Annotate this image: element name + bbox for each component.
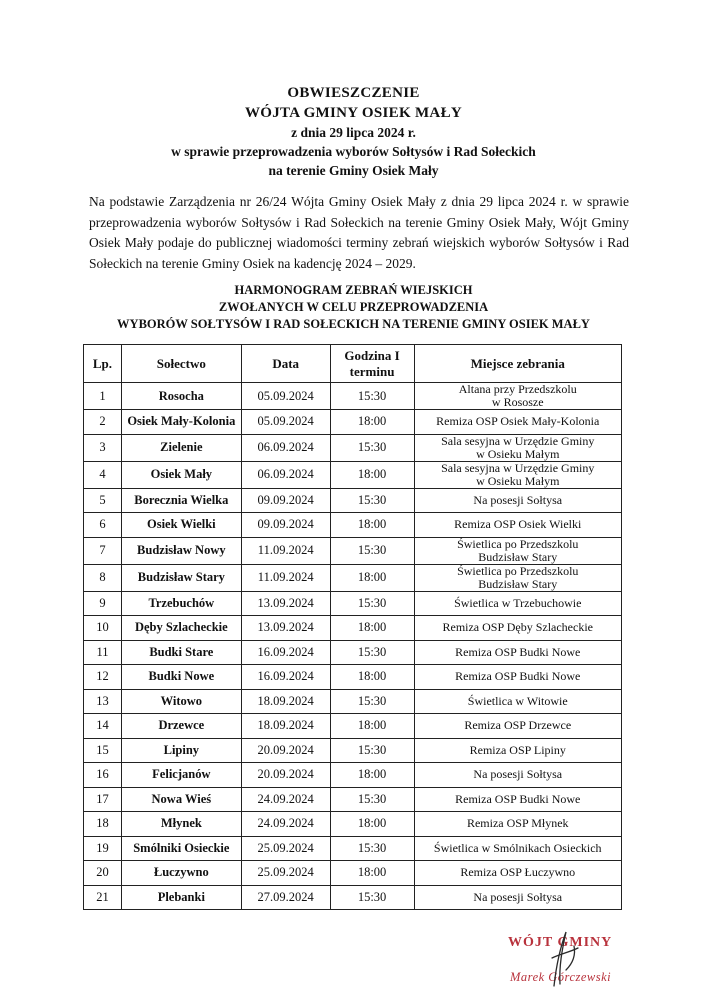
cell-lp: 3 bbox=[84, 434, 122, 461]
cell-miejsce bbox=[414, 616, 622, 641]
cell-miejsce bbox=[414, 787, 622, 812]
cell-lp: 13 bbox=[84, 689, 122, 714]
table-row bbox=[84, 537, 622, 564]
schedule-table bbox=[83, 344, 622, 910]
table-header-row bbox=[84, 345, 622, 383]
cell-godzina: 15:30 bbox=[330, 836, 414, 861]
cell-data: 09.09.2024 bbox=[241, 488, 330, 513]
cell-lp: 12 bbox=[84, 665, 122, 690]
cell-lp: 17 bbox=[84, 787, 122, 812]
cell-lp: 9 bbox=[84, 591, 122, 616]
cell-solectwo: Lipiny bbox=[121, 738, 241, 763]
cell-data: 06.09.2024 bbox=[241, 461, 330, 488]
cell-data: 20.09.2024 bbox=[241, 763, 330, 788]
cell-solectwo: Osiek Wielki bbox=[121, 513, 241, 538]
table-row bbox=[84, 513, 622, 538]
table-row bbox=[84, 787, 622, 812]
cell-miejsce bbox=[414, 488, 622, 513]
cell-solectwo: Osiek Mały-Kolonia bbox=[121, 410, 241, 435]
cell-miejsce-line-2: w Rososze bbox=[491, 395, 544, 409]
cell-godzina: 15:30 bbox=[330, 383, 414, 410]
table-row bbox=[84, 434, 622, 461]
notice-heading bbox=[0, 83, 707, 180]
cell-solectwo: Budzisław Nowy bbox=[121, 537, 241, 564]
cell-miejsce-line-1: Sala sesyjna w Urzędzie Gminy bbox=[441, 460, 595, 475]
stamp-title: WÓJT GMINY bbox=[508, 935, 613, 950]
table-row bbox=[84, 763, 622, 788]
cell-godzina: 18:00 bbox=[330, 513, 414, 538]
cell-miejsce-line-1: Remiza OSP Łuczywno bbox=[460, 865, 576, 880]
cell-data: 11.09.2024 bbox=[241, 564, 330, 591]
cell-miejsce-line-1: Świetlica w Trzebuchowie bbox=[454, 595, 582, 610]
cell-godzina: 18:00 bbox=[330, 763, 414, 788]
cell-lp: 10 bbox=[84, 616, 122, 641]
header-miejsce: Miejsce zebrania bbox=[414, 345, 622, 383]
cell-lp: 6 bbox=[84, 513, 122, 538]
cell-miejsce-line-1: Świetlica po Przedszkolu bbox=[457, 536, 579, 551]
cell-lp: 5 bbox=[84, 488, 122, 513]
cell-solectwo: Plebanki bbox=[121, 885, 241, 910]
table-row bbox=[84, 410, 622, 435]
cell-miejsce bbox=[414, 689, 622, 714]
cell-data: 11.09.2024 bbox=[241, 537, 330, 564]
cell-godzina: 15:30 bbox=[330, 787, 414, 812]
table-row bbox=[84, 738, 622, 763]
heading-line-3: z dnia 29 lipca 2024 r. bbox=[291, 125, 416, 140]
cell-lp: 21 bbox=[84, 885, 122, 910]
cell-godzina: 18:00 bbox=[330, 861, 414, 886]
cell-miejsce bbox=[414, 383, 622, 410]
cell-miejsce bbox=[414, 836, 622, 861]
cell-miejsce bbox=[414, 591, 622, 616]
cell-lp: 4 bbox=[84, 461, 122, 488]
cell-miejsce bbox=[414, 665, 622, 690]
cell-miejsce-line-2: w Osieku Małym bbox=[476, 473, 560, 488]
cell-miejsce bbox=[414, 537, 622, 564]
cell-data: 27.09.2024 bbox=[241, 885, 330, 910]
cell-godzina: 15:30 bbox=[330, 537, 414, 564]
heading-line-5: na terenie Gminy Osiek Mały bbox=[268, 163, 439, 178]
header-solectwo: Sołectwo bbox=[121, 345, 241, 383]
cell-miejsce-line-1: Na posesji Sołtysa bbox=[473, 767, 563, 782]
cell-miejsce-line-1: Remiza OSP Budki Nowe bbox=[455, 669, 581, 684]
cell-miejsce-line-1: Na posesji Sołtysa bbox=[473, 492, 563, 507]
cell-data: 18.09.2024 bbox=[241, 689, 330, 714]
header-godzina-line-2: terminu bbox=[349, 363, 395, 379]
cell-miejsce bbox=[414, 738, 622, 763]
table-row bbox=[84, 836, 622, 861]
cell-godzina: 18:00 bbox=[330, 461, 414, 488]
header-godzina-line-1: Godzina I bbox=[344, 347, 400, 363]
cell-solectwo: Drzewce bbox=[121, 714, 241, 739]
cell-lp: 19 bbox=[84, 836, 122, 861]
cell-miejsce bbox=[414, 513, 622, 538]
cell-miejsce bbox=[414, 410, 622, 435]
cell-solectwo: Budzisław Stary bbox=[121, 564, 241, 591]
cell-miejsce-line-1: Remiza OSP Drzewce bbox=[464, 718, 572, 733]
cell-solectwo: Felicjanów bbox=[121, 763, 241, 788]
cell-miejsce-line-1: Świetlica w Witowie bbox=[467, 693, 568, 708]
cell-lp: 18 bbox=[84, 812, 122, 837]
table-row bbox=[84, 616, 622, 641]
cell-solectwo: Dęby Szlacheckie bbox=[121, 616, 241, 641]
cell-miejsce-line-1: Remiza OSP Budki Nowe bbox=[455, 791, 581, 806]
cell-miejsce bbox=[414, 434, 622, 461]
cell-miejsce-line-1: Altana przy Przedszkolu bbox=[458, 382, 577, 396]
header-data: Data bbox=[241, 345, 330, 383]
cell-solectwo: Nowa Wieś bbox=[121, 787, 241, 812]
header-godzina bbox=[330, 345, 414, 383]
table-row bbox=[84, 564, 622, 591]
cell-godzina: 18:00 bbox=[330, 714, 414, 739]
cell-godzina: 15:30 bbox=[330, 488, 414, 513]
cell-miejsce-line-1: Remiza OSP Dęby Szlacheckie bbox=[442, 620, 593, 635]
cell-solectwo: Budki Nowe bbox=[121, 665, 241, 690]
schedule-heading-line-2: ZWOŁANYCH W CELU PRZEPROWADZENIA bbox=[218, 300, 489, 314]
cell-godzina: 15:30 bbox=[330, 689, 414, 714]
heading-line-2: WÓJTA GMINY OSIEK MAŁY bbox=[244, 105, 463, 121]
cell-miejsce bbox=[414, 714, 622, 739]
cell-miejsce-line-1: Na posesji Sołtysa bbox=[473, 889, 563, 904]
cell-data: 13.09.2024 bbox=[241, 591, 330, 616]
cell-solectwo: Smólniki Osieckie bbox=[121, 836, 241, 861]
cell-lp: 15 bbox=[84, 738, 122, 763]
cell-data: 05.09.2024 bbox=[241, 410, 330, 435]
cell-data: 16.09.2024 bbox=[241, 640, 330, 665]
table-row bbox=[84, 665, 622, 690]
cell-lp: 2 bbox=[84, 410, 122, 435]
cell-miejsce bbox=[414, 861, 622, 886]
table-row bbox=[84, 689, 622, 714]
cell-lp: 11 bbox=[84, 640, 122, 665]
cell-solectwo: Budki Stare bbox=[121, 640, 241, 665]
cell-godzina: 18:00 bbox=[330, 616, 414, 641]
table-row bbox=[84, 861, 622, 886]
cell-data: 25.09.2024 bbox=[241, 836, 330, 861]
cell-lp: 1 bbox=[84, 383, 122, 410]
cell-miejsce-line-1: Remiza OSP Osiek Mały-Kolonia bbox=[436, 414, 600, 429]
cell-data: 16.09.2024 bbox=[241, 665, 330, 690]
table-row bbox=[84, 488, 622, 513]
cell-solectwo: Witowo bbox=[121, 689, 241, 714]
cell-data: 18.09.2024 bbox=[241, 714, 330, 739]
cell-miejsce bbox=[414, 640, 622, 665]
cell-miejsce bbox=[414, 461, 622, 488]
cell-miejsce-line-1: Świetlica w Smólnikach Osieckich bbox=[433, 840, 602, 855]
cell-miejsce-line-2: Budzisław Stary bbox=[478, 549, 558, 564]
cell-miejsce-line-1: Remiza OSP Lipiny bbox=[469, 742, 566, 757]
cell-miejsce bbox=[414, 763, 622, 788]
cell-data: 24.09.2024 bbox=[241, 787, 330, 812]
cell-miejsce-line-1: Remiza OSP Osiek Wielki bbox=[454, 517, 582, 532]
schedule-heading bbox=[0, 282, 707, 333]
cell-miejsce-line-1: Remiza OSP Budki Nowe bbox=[455, 644, 581, 659]
stamp-name: Marek Górczewski bbox=[510, 970, 612, 984]
cell-godzina: 15:30 bbox=[330, 640, 414, 665]
cell-solectwo: Borecznia Wielka bbox=[121, 488, 241, 513]
cell-solectwo: Łuczywno bbox=[121, 861, 241, 886]
cell-data: 13.09.2024 bbox=[241, 616, 330, 641]
cell-miejsce-line-2: Budzisław Stary bbox=[478, 576, 558, 591]
table-row bbox=[84, 812, 622, 837]
table-row bbox=[84, 461, 622, 488]
heading-line-1: OBWIESZCZENIE bbox=[287, 85, 420, 101]
table-row bbox=[84, 591, 622, 616]
cell-godzina: 18:00 bbox=[330, 410, 414, 435]
table-row bbox=[84, 640, 622, 665]
cell-godzina: 18:00 bbox=[330, 665, 414, 690]
cell-godzina: 18:00 bbox=[330, 812, 414, 837]
cell-lp: 8 bbox=[84, 564, 122, 591]
cell-godzina: 15:30 bbox=[330, 885, 414, 910]
cell-data: 20.09.2024 bbox=[241, 738, 330, 763]
cell-lp: 20 bbox=[84, 861, 122, 886]
cell-godzina: 15:30 bbox=[330, 434, 414, 461]
cell-godzina: 18:00 bbox=[330, 564, 414, 591]
cell-miejsce-line-1: Remiza OSP Młynek bbox=[466, 816, 569, 831]
schedule-heading-line-1: HARMONOGRAM ZEBRAŃ WIEJSKICH bbox=[234, 283, 473, 297]
cell-solectwo: Zielenie bbox=[121, 434, 241, 461]
table-row bbox=[84, 714, 622, 739]
schedule-heading-line-3: WYBORÓW SOŁTYSÓW I RAD SOŁECKICH NA TERENIE GMINY OSIEK MAŁY bbox=[117, 317, 590, 331]
cell-miejsce bbox=[414, 885, 622, 910]
heading-line-4: w sprawie przeprowadzenia wyborów Sołtysów i Rad Sołeckich bbox=[171, 144, 536, 159]
table-row bbox=[84, 885, 622, 910]
cell-data: 25.09.2024 bbox=[241, 861, 330, 886]
cell-solectwo: Rosocha bbox=[121, 383, 241, 410]
signature-icon bbox=[526, 928, 596, 988]
cell-solectwo: Trzebuchów bbox=[121, 591, 241, 616]
cell-godzina: 15:30 bbox=[330, 591, 414, 616]
cell-miejsce-line-1: Sala sesyjna w Urzędzie Gminy bbox=[441, 433, 595, 448]
cell-data: 09.09.2024 bbox=[241, 513, 330, 538]
cell-solectwo: Młynek bbox=[121, 812, 241, 837]
header-lp: Lp. bbox=[84, 345, 122, 383]
intro-paragraph: Na podstawie Zarządzenia nr 26/24 Wójta Gminy Osiek Mały z dnia 29 lipca 2024 r. w sprawie przeprowadzenia wyborów Sołtysów i Rad Sołeckich na terenie Gminy Osiek Mały, Wójt Gminy Osiek Mały podaje do publicznej wiadomości terminy zebrań wiejskich wyborów Sołtysów i Rad Sołeckich na terenie Gminy Osiek na kadencję 2024 – 2029. bbox=[89, 194, 629, 271]
cell-data: 24.09.2024 bbox=[241, 812, 330, 837]
cell-miejsce bbox=[414, 812, 622, 837]
cell-lp: 14 bbox=[84, 714, 122, 739]
cell-miejsce-line-2: w Osieku Małym bbox=[476, 446, 560, 461]
cell-data: 06.09.2024 bbox=[241, 434, 330, 461]
cell-miejsce-line-1: Świetlica po Przedszkolu bbox=[457, 563, 579, 578]
cell-lp: 7 bbox=[84, 537, 122, 564]
official-stamp bbox=[506, 928, 636, 988]
cell-miejsce bbox=[414, 564, 622, 591]
cell-godzina: 15:30 bbox=[330, 738, 414, 763]
cell-solectwo: Osiek Mały bbox=[121, 461, 241, 488]
table-row bbox=[84, 383, 622, 410]
cell-data: 05.09.2024 bbox=[241, 383, 330, 410]
cell-lp: 16 bbox=[84, 763, 122, 788]
